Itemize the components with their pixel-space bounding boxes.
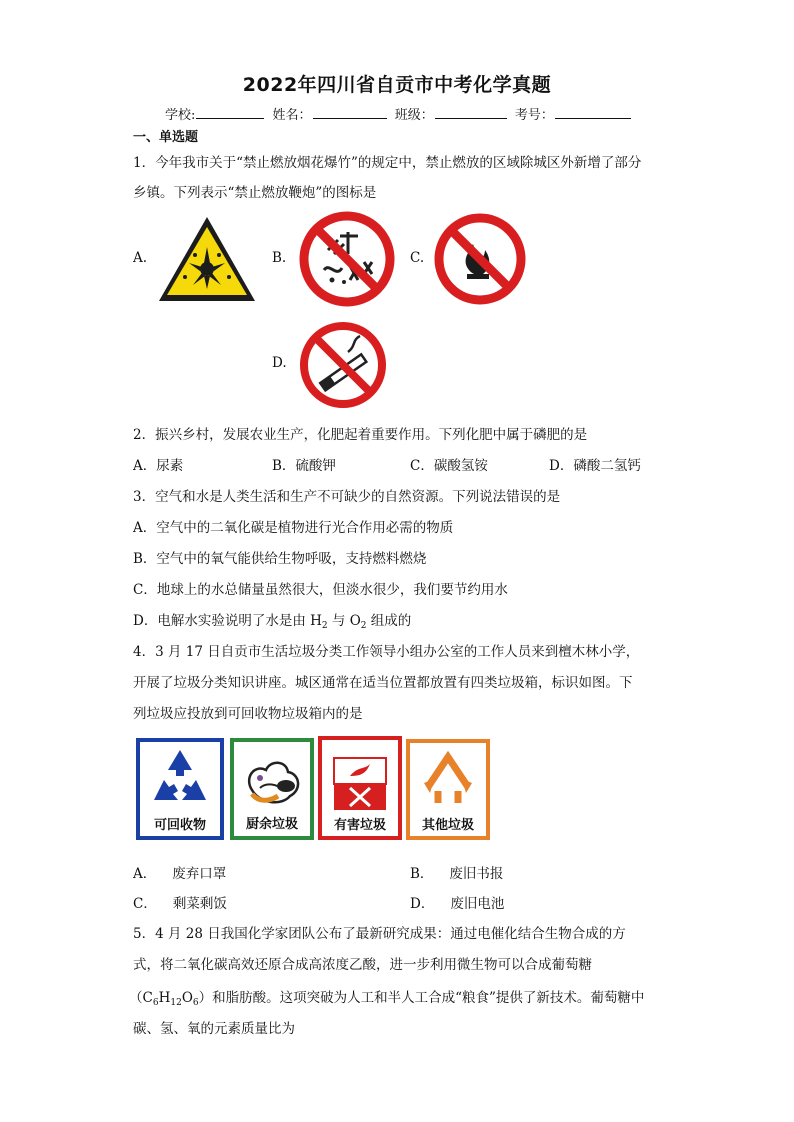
q4-option-a: A． 废弃口罩 bbox=[133, 866, 227, 882]
q1-option-d-label: D. bbox=[272, 355, 287, 371]
q2-option-c: C．碳酸氢铵 bbox=[410, 458, 488, 474]
other-waste-bin-label: 其他垃圾 bbox=[421, 818, 475, 833]
q2-option-d: D．磷酸二氢钙 bbox=[549, 458, 641, 474]
q1-stem-line1: 1．今年我市关于“禁止燃放烟花爆竹”的规定中，禁止燃放的区域除城区外新增了部分 bbox=[133, 155, 642, 171]
q2-option-a: A．尿素 bbox=[133, 458, 184, 474]
recyclable-bin-label: 可回收物 bbox=[153, 818, 207, 833]
student-info-line bbox=[165, 104, 635, 123]
q3-option-a: A．空气中的二氧化碳是植物进行光合作用必需的物质 bbox=[133, 520, 454, 536]
no-smoking-icon bbox=[298, 320, 388, 410]
kitchen-waste-bin-label: 厨余垃圾 bbox=[245, 817, 299, 832]
q5-stem-line4: 碳、氢、氧的元素质量比为 bbox=[133, 1021, 295, 1037]
q5-stem-line3: $(C_6H_{12}O_6)$和脂肪酸。这项突破为人工和半人工合成“粮食”提供了新技术。葡萄糖中 bbox=[129, 990, 645, 1008]
q3-stem: 3．空气和水是人类生活和生产不可缺少的自然资源。下列说法错误的是 bbox=[133, 489, 561, 505]
q2-stem: 2．振兴乡村，发展农业生产，化肥起着重要作用。下列化肥中属于磷肥的是 bbox=[133, 427, 588, 443]
recyclable-bin-sign bbox=[136, 738, 224, 840]
q3-option-c: C．地球上的水总储量虽然很大，但淡水很少，我们要节约用水 bbox=[133, 582, 508, 598]
q1-option-c-label: C. bbox=[410, 250, 425, 266]
q1-stem-line2: 乡镇。下列表示“禁止燃放鞭炮”的图标是 bbox=[133, 185, 377, 201]
kitchen-waste-bin-sign bbox=[230, 738, 314, 840]
class-label: 班级： bbox=[394, 108, 434, 123]
q1-option-b-label: B. bbox=[272, 250, 287, 266]
exam-number-blank bbox=[555, 106, 631, 119]
page-title: 2022年四川省自贡市中考化学真题 bbox=[242, 74, 552, 96]
q2-option-b: B．硫酸钾 bbox=[272, 458, 336, 474]
q1-option-a-label: A. bbox=[133, 250, 148, 266]
section-heading: 一、单选题 bbox=[133, 130, 199, 145]
q3-option-d: D．电解水实验说明了水是由 $H_2$ 与 $O_2$ 组成的 bbox=[133, 613, 412, 631]
q4-option-b: B． 废旧书报 bbox=[410, 866, 504, 882]
no-open-flame-icon bbox=[433, 212, 527, 306]
hazardous-waste-bin-label: 有害垃圾 bbox=[333, 818, 387, 833]
name-blank bbox=[313, 106, 387, 119]
q4-stem-line1: 4．3 月 17 日自贡市生活垃圾分类工作领导小组办公室的工作人员来到檀木林小学， bbox=[133, 644, 640, 660]
q4-stem-line2: 开展了垃圾分类知识讲座。城区通常在适当位置都放置有四类垃圾箱，标识如图。下 bbox=[133, 675, 633, 691]
school-blank bbox=[196, 106, 264, 119]
q4-stem-line3: 列垃圾应投放到可回收物垃圾箱内的是 bbox=[133, 706, 363, 722]
q4-option-c: C． 剩菜剩饭 bbox=[133, 896, 227, 912]
school-label: 学校: bbox=[165, 108, 196, 123]
class-blank bbox=[435, 106, 507, 119]
hazardous-waste-bin-sign bbox=[318, 736, 402, 840]
name-label: 姓名： bbox=[272, 108, 312, 123]
q4-option-d: D． 废旧电池 bbox=[410, 896, 505, 912]
q5-stem-line2: 式，将二氧化碳高效还原合成高浓度乙酸，进一步利用微生物可以合成葡萄糖 bbox=[133, 957, 592, 973]
no-firecrackers-icon bbox=[298, 210, 396, 308]
q3-option-b: B．空气中的氧气能供给生物呼吸，支持燃料燃烧 bbox=[133, 551, 427, 567]
q5-stem-line1: 5．4 月 28 日我国化学家团队公布了最新研究成果：通过电催化结合生物合成的方 bbox=[133, 926, 626, 942]
other-waste-bin-sign bbox=[406, 739, 490, 840]
exam-number-label: 考号： bbox=[514, 108, 554, 123]
explosive-warning-icon bbox=[155, 213, 259, 305]
